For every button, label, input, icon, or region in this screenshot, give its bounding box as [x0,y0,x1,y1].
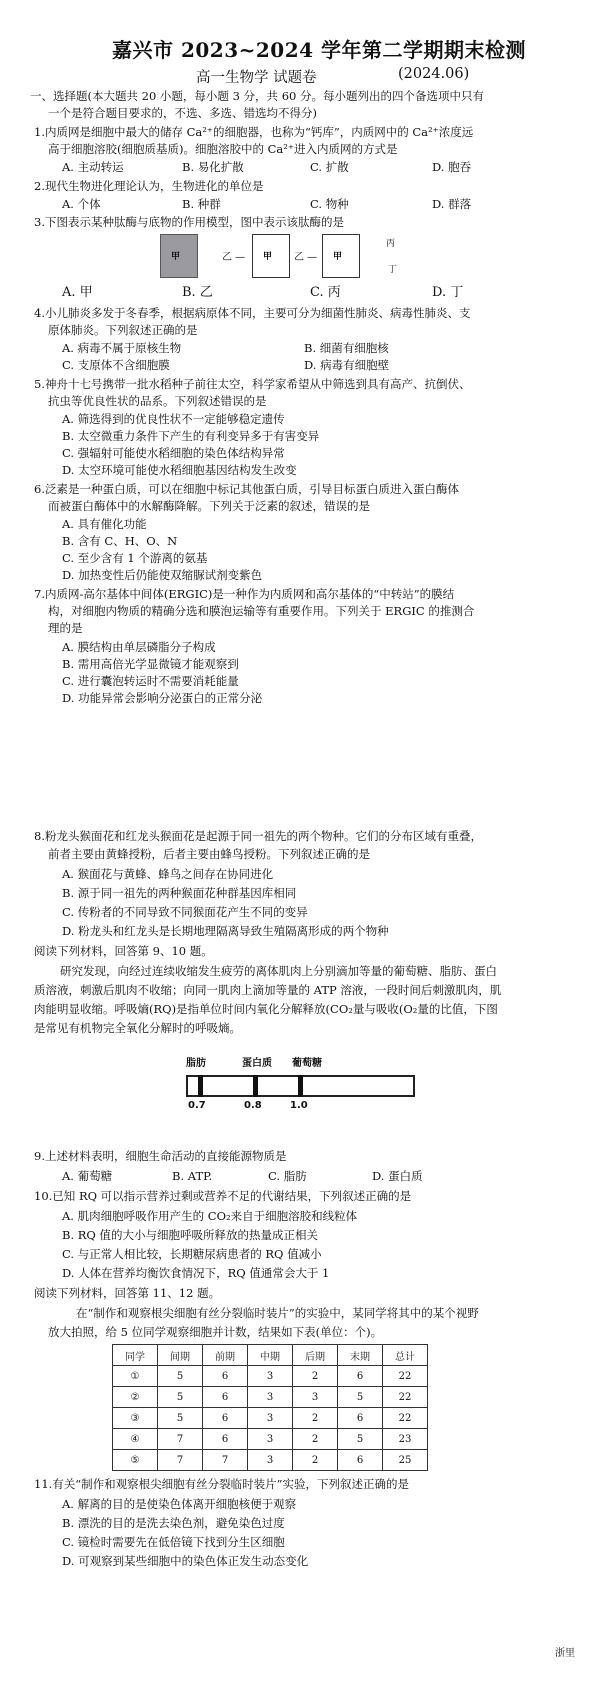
q4-option-a: A. 病毒不属于原核生物 [62,341,182,355]
table-cell: 2 [293,1366,338,1387]
table-cell: 6 [338,1366,383,1387]
rq-label-protein: 蛋白质 [242,1058,272,1069]
puzzle-mid: 甲 [252,234,290,278]
table-header: 中期 [248,1345,293,1366]
q6-stem-cont: 而被蛋白酶体中的水解酶降解。下列关于泛素的叙述，错误的是 [48,499,370,513]
label-yi: 乙 — [222,252,246,263]
section-heading: 一、选择题(本大题共 20 小题，每小题 3 分，共 60 分。每小题列出的四个备选项中只有 [30,89,484,103]
table-header-row [113,1345,428,1366]
table-cell: 7 [203,1450,248,1471]
table-row [113,1366,428,1387]
table-cell: ④ [113,1429,158,1450]
table-cell: 6 [203,1408,248,1429]
q2-option-b: B. 种群 [182,197,221,211]
q3-option-b: B. 乙 [182,285,213,300]
puzzle-bing: 甲 [322,234,360,278]
q3-stem: 3.下图表示某种肽酶与底物的作用模型，图中表示该肽酶的是 [34,215,344,229]
table-cell: ② [113,1387,158,1408]
table-cell: 22 [383,1387,428,1408]
q10-option-a: A. 肌肉细胞呼吸作用产生的 CO₂来自于细胞溶胶和线粒体 [62,1209,358,1223]
q11-option-a: A. 解离的目的是使染色体离开细胞核便于观察 [62,1497,297,1511]
rq-tick-glucose [298,1075,303,1097]
q5-option-d: D. 太空环境可能使水稻细胞基因结构发生改变 [62,463,297,477]
label-ding: 丁 [388,265,398,275]
q5-option-b: B. 太空微重力条件下产生的有利变异多于有害变异 [62,429,320,443]
table-cell: 7 [158,1450,203,1471]
q1-option-d: D. 胞吞 [432,160,472,174]
q6-option-d: D. 加热变性后仍能使双缩脲试剂变紫色 [62,568,263,582]
table-header: 前期 [203,1345,248,1366]
reading2-p2: 放大拍照，给 5 位同学观察细胞并计数，结果如下表(单位：个)。 [48,1325,383,1339]
reading2-p1: 在“制作和观察根尖细胞有丝分裂临时装片”的实验中，某同学将其中的某个视野 [76,1306,479,1320]
q6-option-b: B. 含有 C、H、O、N [62,534,178,548]
rq-tick-protein [253,1075,258,1097]
q8-stem-cont: 前者主要由黄蜂授粉，后者主要由蜂鸟授粉。下列叙述正确的是 [48,847,370,861]
table-cell: 6 [203,1429,248,1450]
q1-stem-cont: 高于细胞溶胶(细胞质基质)。细胞溶胶中的 Ca²⁺进入内质网的方式是 [48,142,398,156]
q4-stem: 4.小儿肺炎多发于冬春季，根据病原体不同，主要可分为细菌性肺炎、病毒性肺炎、支 [34,306,471,320]
rq-label-glucose: 葡萄糖 [292,1058,322,1069]
section-heading-cont: 一个是符合题目要求的，不选、多选、错选均不得分) [48,106,317,120]
table-cell: 3 [248,1408,293,1429]
table-cell: ① [113,1366,158,1387]
label-yi-2: 乙 — [294,252,318,263]
q3-option-c: C. 丙 [310,285,341,300]
table-header: 同学 [113,1345,158,1366]
table-header: 后期 [293,1345,338,1366]
q8-option-b: B. 源于同一祖先的两种猴面花种群基因库相同 [62,886,297,900]
q5-option-c: C. 强辐射可能使水稻细胞的染色体结构异常 [62,446,285,460]
q9-option-c: C. 脂肪 [268,1169,307,1183]
exam-subtitle: 高一生物学 试题卷 [196,70,317,86]
q2-option-d: D. 群落 [432,197,472,211]
reading1-p1: 研究发现，向经过连续收缩发生疲劳的离体肌肉上分别滴加等量的葡萄糖、脂肪、蛋白 [60,964,497,978]
q7-stem-cont: 构，对细胞内物质的精确分选和膜泡运输等有重要作用。下列关于 ERGIC 的推测合 [48,604,475,618]
rq-tick-fat [198,1075,203,1097]
table-row [113,1429,428,1450]
table-cell: 2 [293,1408,338,1429]
q5-option-a: A. 筛选得到的优良性状不一定能够稳定遗传 [62,412,285,426]
q2-option-a: A. 个体 [62,197,101,211]
exam-title: 嘉兴市 2023~2024 学年第二学期期末检测 [112,38,527,62]
table-cell: 22 [383,1408,428,1429]
q7-stem-cont2: 理的是 [48,621,83,635]
q1-option-c: C. 扩散 [310,160,349,174]
q1-option-b: B. 易化扩散 [182,160,244,174]
q7-option-d: D. 功能异常会影响分泌蛋白的正常分泌 [62,691,263,705]
table-cell: 3 [248,1450,293,1471]
reading1-p2: 质溶液，刺激后肌肉不收缩；向同一肌肉上滴加等量的 ATP 溶液，一段时间后刺激肌肉，肌 [34,983,502,997]
q9-stem: 9.上述材料表明，细胞生命活动的直接能源物质是 [34,1149,287,1163]
table-cell: 2 [293,1429,338,1450]
cell-count-table [112,1344,428,1471]
q11-option-b: B. 漂洗的目的是洗去染色剂，避免染色过度 [62,1516,285,1530]
q6-stem: 6.泛素是一种蛋白质，可以在细胞中标记其他蛋白质，引导目标蛋白质进入蛋白酶体 [34,482,459,496]
table-cell: 23 [383,1429,428,1450]
table-cell: 22 [383,1366,428,1387]
q11-stem: 11.有关“制作和观察根尖细胞有丝分裂临时装片”实验，下列叙述正确的是 [34,1477,410,1491]
table-cell: ③ [113,1408,158,1429]
table-header: 总计 [383,1345,428,1366]
table-row [113,1408,428,1429]
label-bing: 丙 [386,239,396,249]
table-cell: 5 [338,1387,383,1408]
rq-bar [186,1075,415,1097]
q10-option-d: D. 人体在营养均衡饮食情况下，RQ 值通常会大于 1 [62,1266,330,1280]
q10-option-c: C. 与正常人相比较，长期糖尿病患者的 RQ 值减小 [62,1247,322,1261]
table-cell: 3 [248,1366,293,1387]
q8-stem: 8.粉龙头猴面花和红龙头猴面花是起源于同一祖先的两个物种。它们的分布区域有重叠， [34,829,482,843]
q11-option-d: D. 可观察到某些细胞中的染色体正发生动态变化 [62,1554,309,1568]
table-cell: 7 [158,1429,203,1450]
q6-option-a: A. 具有催化功能 [62,517,147,531]
q10-stem: 10.已知 RQ 可以指示营养过剩或营养不足的代谢结果，下列叙述正确的是 [34,1189,412,1203]
exam-date: (2024.06) [398,66,470,82]
q4-option-d: D. 病毒有细胞壁 [304,358,390,372]
table-cell: 5 [158,1387,203,1408]
table-row [113,1387,428,1408]
q4-option-b: B. 细菌有细胞核 [304,341,389,355]
q9-option-b: B. ATP. [172,1169,213,1183]
table-cell: ⑤ [113,1450,158,1471]
q9-option-a: A. 葡萄糖 [62,1169,113,1183]
table-cell: 6 [338,1450,383,1471]
q5-stem-cont: 抗虫等优良性状的品系。下列叙述错误的是 [48,394,267,408]
q8-option-d: D. 粉龙头和红龙头是长期地理隔离导致生殖隔离形成的两个物种 [62,924,389,938]
q3-option-d: D. 丁 [432,285,464,300]
q2-option-c: C. 物种 [310,197,349,211]
page-footer: 浙里 [555,1648,575,1659]
reading2-intro: 阅读下列材料，回答第 11、12 题。 [34,1286,221,1300]
table-cell: 6 [338,1408,383,1429]
q8-option-c: C. 传粉者的不同导致不同猴面花产生不同的变异 [62,905,308,919]
q7-option-b: B. 需用高倍光学显微镜才能观察到 [62,657,239,671]
q8-option-a: A. 猴面花与黄蜂、蜂鸟之间存在协同进化 [62,867,274,881]
q9-option-d: D. 蛋白质 [372,1169,423,1183]
table-cell: 2 [293,1450,338,1471]
q1-option-a: A. 主动转运 [62,160,124,174]
rq-label-fat: 脂肪 [186,1058,206,1069]
q1-stem: 1.内质网是细胞中最大的储存 Ca²⁺的细胞器，也称为“钙库”，内质网中的 Ca²⁺浓度远 [34,125,474,139]
q4-stem-cont: 原体肺炎。下列叙述正确的是 [48,323,198,337]
table-cell: 3 [248,1429,293,1450]
table-header: 末期 [338,1345,383,1366]
q7-option-c: C. 进行囊泡转运时不需要消耗能量 [62,674,239,688]
reading1-p4: 是常见有机物完全氧化分解时的呼吸熵。 [34,1021,241,1035]
table-header: 间期 [158,1345,203,1366]
q10-option-b: B. RQ 值的大小与细胞呼吸所释放的热量成正相关 [62,1228,319,1242]
q2-stem: 2.现代生物进化理论认为，生物进化的单位是 [34,179,264,193]
puzzle-jia: 甲 [160,234,198,278]
q5-stem: 5.神舟十七号携带一批水稻种子前往太空，科学家希望从中筛选到具有高产、抗倒伏、 [34,377,471,391]
table-cell: 3 [248,1387,293,1408]
table-cell: 3 [293,1387,338,1408]
table-cell: 6 [203,1366,248,1387]
q4-option-c: C. 支原体不含细胞膜 [62,358,170,372]
table-row [113,1450,428,1471]
table-cell: 5 [158,1366,203,1387]
q11-option-c: C. 镜检时需要先在低倍镜下找到分生区细胞 [62,1535,285,1549]
rq-value-glucose: 1.0 [290,1100,308,1111]
table-cell: 5 [338,1429,383,1450]
rq-value-protein: 0.8 [244,1100,262,1111]
q6-option-c: C. 至少含有 1 个游离的氨基 [62,551,208,565]
table-cell: 5 [158,1408,203,1429]
rq-value-fat: 0.7 [188,1100,206,1111]
q7-option-a: A. 膜结构由单层磷脂分子构成 [62,640,216,654]
reading1-p3: 肉能明显收缩。呼吸熵(RQ)是指单位时间内氧化分解释放(CO₂量与吸收(O₂量的比值，下图 [34,1002,498,1016]
table-cell: 25 [383,1450,428,1471]
table-cell: 6 [203,1387,248,1408]
reading1-intro: 阅读下列材料，回答第 9、10 题。 [34,944,213,958]
q7-stem: 7.内质网-高尔基体中间体(ERGIC)是一种作为内质网和高尔基体的“中转站”的膜结 [34,587,455,601]
q3-option-a: A. 甲 [62,285,93,300]
